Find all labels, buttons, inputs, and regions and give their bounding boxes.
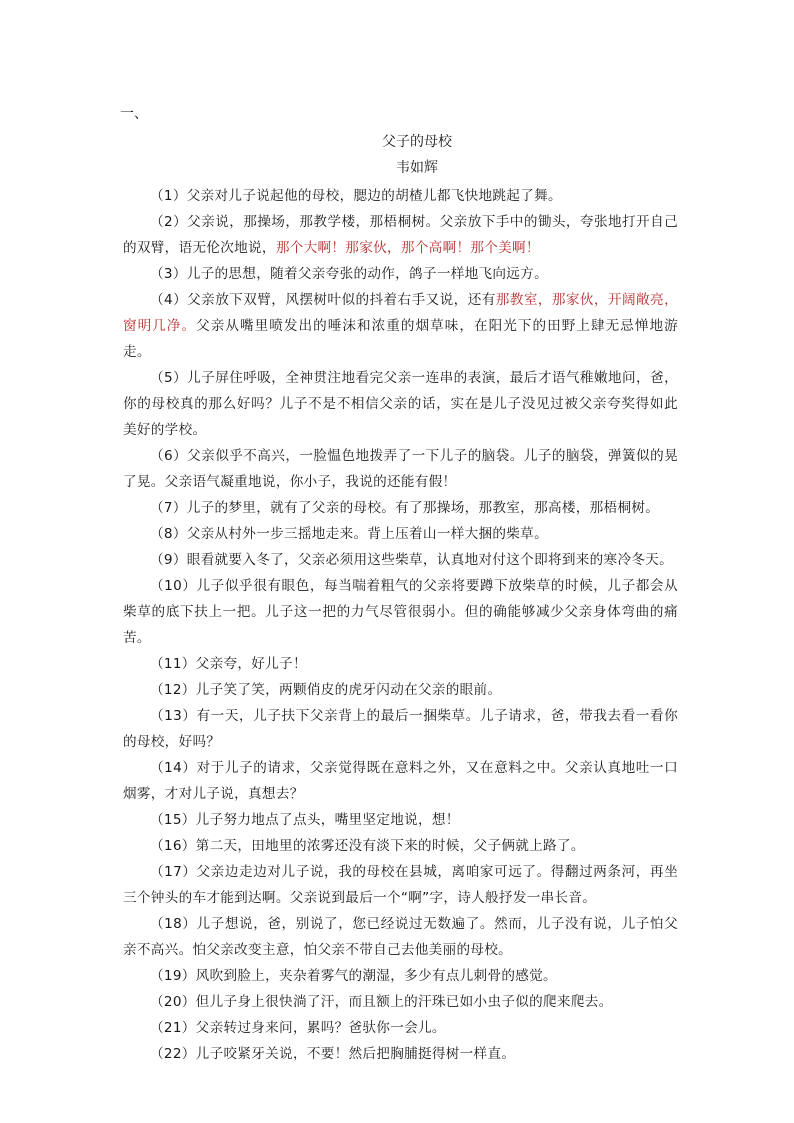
paragraph bbox=[123, 677, 678, 703]
paragraph bbox=[123, 859, 678, 911]
paragraph-text: （2）父亲说，那操场，那教学楼，那梧桐树。父亲放下手中的锄头，夸张地打开自己的双臂，语无伦次地说， bbox=[123, 214, 678, 256]
paragraph bbox=[123, 1015, 678, 1041]
paragraph bbox=[123, 703, 678, 755]
paragraph-text: （18）儿子想说，爸，别说了，您已经说过无数遍了。然而，儿子没有说，儿子怕父亲不高兴。怕父亲改变主意，怕父亲不带自己去他美丽的母校。 bbox=[123, 916, 678, 958]
paragraph bbox=[123, 833, 678, 859]
highlighted-text: 那个大啊！那家伙，那个高啊！那个美啊！ bbox=[275, 240, 540, 256]
highlighted-text: 那教室，那家伙，开阔敞亮，窗明几净。 bbox=[123, 292, 678, 334]
paragraph-text: （1）父亲对儿子说起他的母校，腮边的胡楂儿都飞快地跳起了舞。 bbox=[150, 188, 562, 204]
paragraph-text: （10）儿子似乎很有眼色，每当喘着粗气的父亲将要蹲下放柴草的时候，儿子都会从柴草的底下扶上一把。儿子这一把的力气尽管很弱小。但的确能够减少父亲身体弯曲的痛苦。 bbox=[123, 578, 678, 646]
paragraph-text: （12）儿子笑了笑，两颗俏皮的虎牙闪动在父亲的眼前。 bbox=[150, 682, 502, 698]
paragraph-text: （20）但儿子身上很快淌了汗，而且额上的汗珠已如小虫子似的爬来爬去。 bbox=[150, 994, 613, 1010]
article-body bbox=[123, 183, 678, 1067]
paragraph bbox=[123, 521, 678, 547]
paragraph bbox=[123, 1041, 678, 1067]
paragraph-text: （3）儿子的思想，随着父亲夸张的动作，鸽子一样地飞向远方。 bbox=[150, 266, 548, 282]
paragraph-text: （22）儿子咬紧牙关说，不要！然后把胸脯挺得树一样直。 bbox=[150, 1046, 516, 1062]
article-title: 父子的母校 bbox=[382, 134, 452, 150]
paragraph bbox=[123, 989, 678, 1015]
paragraph-text: （5）儿子屏住呼吸，全神贯注地看完父亲一连串的表演，最后才语气稚嫩地问，爸，你的母校真的那么好吗？儿子不是不相信父亲的话，实在是儿子没见过被父亲夸奖得如此美好的学校。 bbox=[123, 370, 678, 438]
paragraph-text: （8）父亲从村外一步三摇地走来。背上压着山一样大捆的柴草。 bbox=[150, 526, 548, 542]
paragraph-text: （9）眼看就要入冬了，父亲必须用这些柴草，认真地对付这个即将到来的寒冷冬天。 bbox=[150, 552, 674, 568]
article-author: 韦如辉 bbox=[396, 160, 438, 176]
paragraph bbox=[123, 209, 678, 261]
paragraph bbox=[123, 911, 678, 963]
paragraph bbox=[123, 963, 678, 989]
paragraph bbox=[123, 443, 678, 495]
paragraph-text: （15）儿子努力地点了点头，嘴里坚定地说，想！ bbox=[150, 812, 460, 828]
paragraph-text: （7）儿子的梦里，就有了父亲的母校。有了那操场，那教室，那高楼，那梧桐树。 bbox=[150, 500, 660, 516]
paragraph bbox=[123, 365, 678, 443]
paragraph-text: （11）父亲夸，好儿子！ bbox=[150, 656, 307, 672]
paragraph bbox=[123, 261, 678, 287]
paragraph bbox=[123, 287, 678, 365]
paragraph-text: （6）父亲似乎不高兴，一脸愠色地拨弄了一下儿子的脑袋。儿子的脑袋，弹簧似的晃了晃。父亲语气凝重地说，你小子，我说的还能有假！ bbox=[123, 448, 678, 490]
paragraph bbox=[123, 651, 678, 677]
paragraph bbox=[123, 573, 678, 651]
paragraph bbox=[123, 547, 678, 573]
paragraph bbox=[123, 807, 678, 833]
paragraph-text: （14）对于儿子的请求，父亲觉得既在意料之外，又在意料之中。父亲认真地吐一口烟雾，才对儿子说，真想去？ bbox=[123, 760, 678, 802]
paragraph-text: （4）父亲放下双臂，风摆树叶似的抖着右手又说，还有 bbox=[150, 292, 496, 308]
paragraph-text: （21）父亲转过身来问，累吗？爸驮你一会儿。 bbox=[150, 1020, 446, 1036]
paragraph bbox=[123, 183, 678, 209]
paragraph-text: （19）风吹到脸上，夹杂着雾气的潮湿，多少有点儿刺骨的感觉。 bbox=[150, 968, 557, 984]
section-number: 一、 bbox=[120, 106, 148, 122]
paragraph-text: （16）第二天，田地里的浓雾还没有淡下来的时候，父子俩就上路了。 bbox=[150, 838, 585, 854]
paragraph bbox=[123, 755, 678, 807]
paragraph-text: 父亲从嘴里喷发出的唾沫和浓重的烟草味，在阳光下的田野上肆无忌惮地游走。 bbox=[123, 318, 678, 360]
paragraph-text: （17）父亲边走边对儿子说，我的母校在县城，离咱家可远了。得翻过两条河，再坐三个钟头的车才能到达啊。父亲说到最后一个“啊”字，诗人般抒发一串长音。 bbox=[123, 864, 678, 906]
paragraph-text: （13）有一天，儿子扶下父亲背上的最后一捆柴草。儿子请求，爸，带我去看一看你的母校，好吗？ bbox=[123, 708, 678, 750]
paragraph bbox=[123, 495, 678, 521]
